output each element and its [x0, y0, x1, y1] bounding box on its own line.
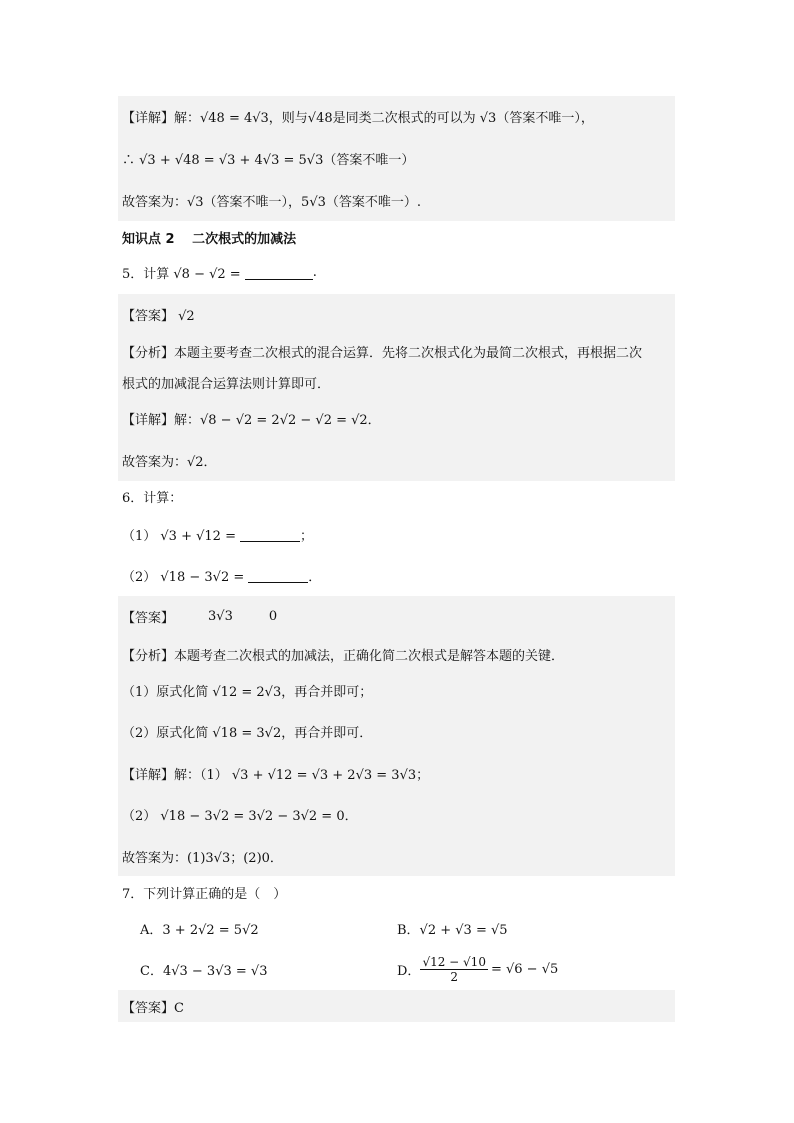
q7-option-d-rest: = √6 − √5 [490, 961, 559, 977]
q6-part1-line [118, 516, 675, 552]
q6-part2-blank [248, 568, 308, 583]
q5-analysis-2: 根式的加减混合运算法则计算即可． [122, 376, 331, 392]
q6-analysis: 【分析】本题考查二次根式的加减法，正确化简二次根式是解答本题的关键． [122, 648, 565, 664]
q6-final: 故答案为：(1)3√3；(2)0． [122, 850, 283, 866]
detail-line-3: 故答案为：√3（答案不唯一），5√3（答案不唯一）. [122, 194, 422, 210]
q6-part2: （2） √18 − 3√2 = [122, 569, 245, 585]
q7-option-a: A．3 + 2√2 = 5√2 [140, 922, 259, 938]
q7-option-d-label: D． [397, 963, 421, 979]
q7-stem: 7．下列计算正确的是（ ） [122, 886, 287, 902]
q7-option-b: B．√2 + √3 = √5 [397, 922, 508, 938]
q7-option-d-fraction [420, 955, 488, 984]
q6-hint-1: （1）原式化简 √12 = 2√3，再合并即可； [122, 684, 373, 700]
q7-answer: 【答案】C [122, 1000, 184, 1016]
q6-detail-1: 【详解】解：（1） √3 + √12 = √3 + 2√3 = 3√3； [122, 767, 430, 783]
q6-answer-1: 3√3 [208, 608, 233, 624]
q6-part1: （1） √3 + √12 = [122, 528, 236, 544]
q7-option-d-numerator: √12 − √10 [422, 954, 486, 969]
q5-blank [245, 265, 313, 280]
q6-part1-end: ； [299, 528, 313, 544]
q5-stem-line [118, 254, 675, 290]
q7-option-c: C．4√3 − 3√3 = √3 [140, 963, 268, 979]
q6-part1-blank [240, 527, 300, 542]
q5-answer: 【答案】 √2 [122, 308, 195, 324]
detail-line-2: ∴ √3 + √48 = √3 + 4√3 = 5√3（答案不唯一） [122, 152, 415, 168]
q5-final: 故答案为：√2． [122, 454, 217, 470]
section-heading: 知识点 2 二次根式的加减法 [122, 231, 297, 247]
q6-stem: 6．计算： [122, 490, 183, 506]
detail-line-1: 【详解】解：√48 = 4√3，则与√48是同类二次根式的可以为 √3（答案不唯一）， [122, 110, 594, 126]
q7-option-d-denominator: 2 [450, 969, 459, 984]
q6-part2-line [118, 557, 675, 593]
q6-detail-2: （2） √18 − 3√2 = 3√2 − 3√2 = 0． [122, 808, 358, 824]
q6-answer-label: 【答案】 [122, 610, 175, 626]
q6-hint-2: （2）原式化简 √18 = 3√2，再合并即可． [122, 725, 373, 741]
q6-part2-end: ． [308, 569, 322, 585]
q6-answer-2: 0 [268, 608, 278, 624]
q7-option-d [393, 951, 673, 987]
q5-stem-end: . [312, 264, 317, 280]
q5-analysis-1: 【分析】本题主要考查二次根式的混合运算．先将二次根式化为最简二次根式，再根据二次 [122, 345, 643, 361]
q5-stem: 5．计算 √8 − √2 = [122, 266, 241, 282]
q6-answer-line [118, 598, 675, 634]
q5-detail: 【详解】解：√8 − √2 = 2√2 − √2 = √2． [122, 412, 381, 428]
